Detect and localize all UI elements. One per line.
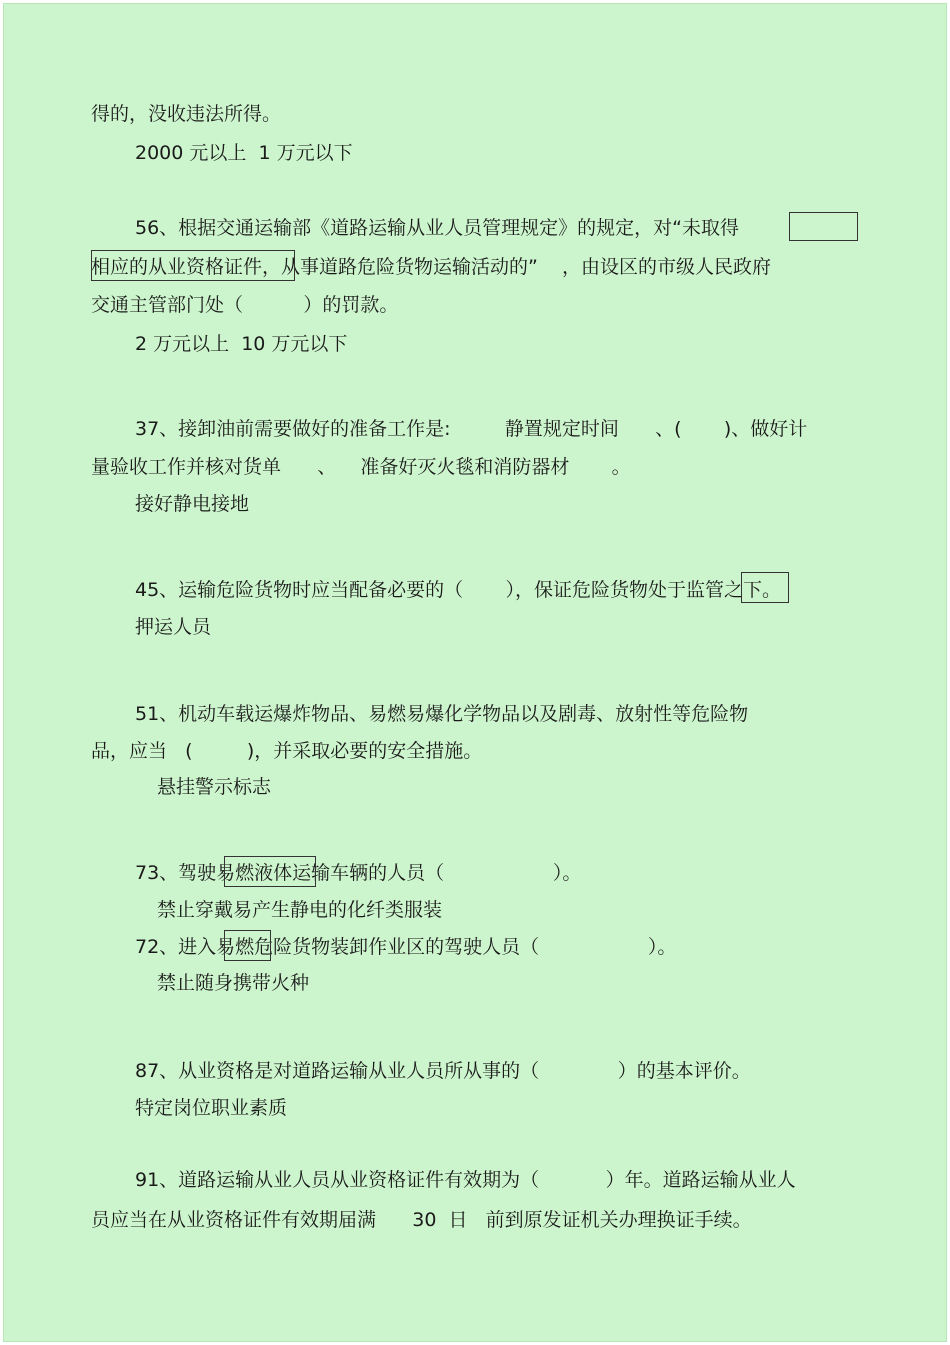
- highlight-box: [224, 856, 316, 887]
- answer-line: 特定岗位职业素质: [135, 1097, 288, 1119]
- question-56-line-1: 56、根据交通运输部《道路运输从业人员管理规定》的规定，对“未取得: [135, 217, 740, 239]
- answer-line: 悬挂警示标志: [157, 776, 272, 798]
- highlight-box: [789, 212, 858, 241]
- question-51-line-2: 品，应当 ( )，并采取必要的安全措施。: [91, 740, 483, 762]
- highlight-box: [741, 572, 789, 603]
- answer-line: 接好静电接地: [135, 493, 250, 515]
- question-45-line-1: 45、运输危险货物时应当配备必要的（ ），保证危险货物处于监管之下。: [135, 579, 781, 601]
- question-56-line-3: 交通主管部门处（ ）的罚款。: [91, 294, 399, 316]
- question-56-line-2: 相应的从业资格证件，从事道路危险货物运输活动的” ，由设区的市级人民政府: [91, 256, 772, 278]
- question-37-line-1: 37、接卸油前需要做好的准备工作是: 静置规定时间 、( )、做好计: [135, 418, 808, 440]
- question-72-line-1: 72、进入易燃危险货物装卸作业区的驾驶人员（ ）。: [135, 936, 677, 958]
- question-37-line-2: 量验收工作并核对货单 、 准备好灭火毯和消防器材 。: [91, 456, 631, 478]
- answer-line: 2000 元以上 1 万元以下: [135, 142, 353, 164]
- question-91-line-1: 91、道路运输从业人员从业资格证件有效期为（ ）年。道路运输从业人: [135, 1169, 796, 1191]
- answer-line: 禁止穿戴易产生静电的化纤类服装: [157, 899, 443, 921]
- question-73-line-1: 73、驾驶易燃液体运输车辆的人员（ ）。: [135, 862, 582, 884]
- question-91-line-2: 员应当在从业资格证件有效期届满 30 日 前到原发证机关办理换证手续。: [91, 1209, 752, 1231]
- highlight-box: [224, 930, 271, 961]
- answer-line: 押运人员: [135, 616, 212, 638]
- question-87-line-1: 87、从业资格是对道路运输从业人员所从事的（ ）的基本评价。: [135, 1060, 751, 1082]
- highlight-box: [91, 250, 295, 281]
- question-51-line-1: 51、机动车载运爆炸物品、易燃易爆化学物品以及剧毒、放射性等危险物: [135, 703, 749, 725]
- document-page: [3, 3, 947, 1342]
- answer-line: 禁止随身携带火种: [157, 972, 310, 994]
- text-line: 得的，没收违法所得。: [91, 103, 282, 125]
- answer-line: 2 万元以上 10 万元以下: [135, 333, 348, 355]
